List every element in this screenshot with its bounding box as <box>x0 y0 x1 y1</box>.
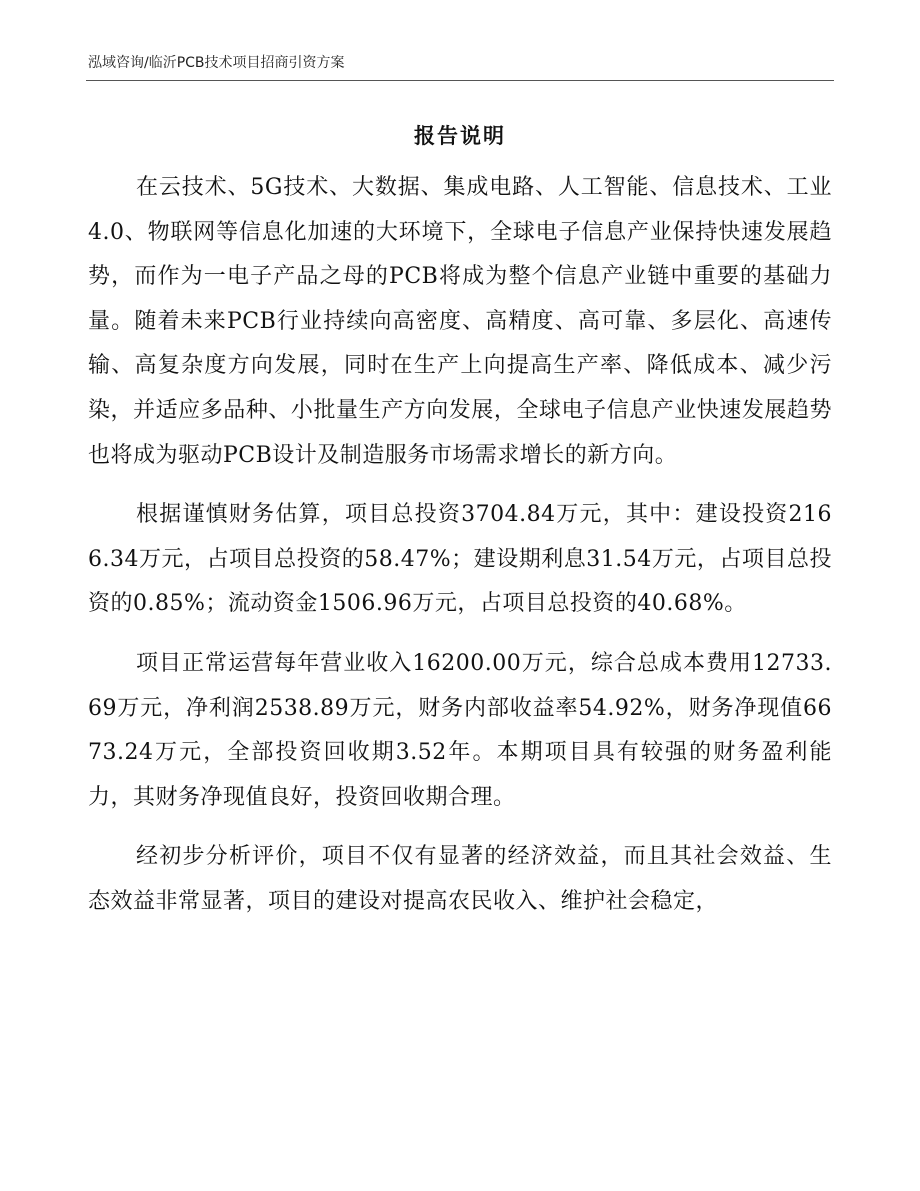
paragraph-investment-estimate: 根据谨慎财务估算，项目总投资3704.84万元，其中：建设投资2166.34万元，占项目总投资的58.47%；建设期利息31.54万元，占项目总投资的0.85%；流动资金1506.96万元，占项目总投资的40.68%。 <box>88 502 832 617</box>
paragraph-industry-background: 在云技术、5G技术、大数据、集成电路、人工智能、信息技术、工业4.0、物联网等信息化加速的大环境下，全球电子信息产业保持快速发展趋势，而作为一电子产品之母的PCB将成为整个信息产业链中重要的基础力量。随着未来PCB行业持续向高密度、高精度、高可靠、多层化、高速传输、高复杂度方向发展，同时在生产上向提高生产率、降低成本、减少污染，并适应多品种、小批量生产方向发展，全球电子信息产业快速发展趋势也将成为驱动PCB设计及制造服务市场需求增长的新方向。 <box>88 175 832 468</box>
paragraph-evaluation: 经初步分析评价，项目不仅有显著的经济效益，而且其社会效益、生态效益非常显著，项目的建设对提高农民收入、维护社会稳定， <box>88 844 832 914</box>
running-header: 泓域咨询/临沂PCB技术项目招商引资方案 <box>88 55 345 71</box>
page-title: 报告说明 <box>414 124 506 148</box>
paragraph-financial-returns: 项目正常运营每年营业收入16200.00万元，综合总成本费用12733.69万元，净利润2538.89万元，财务内部收益率54.92%，财务净现值6673.24万元，全部投资回收期3.52年。本期项目具有较强的财务盈利能力，其财务净现值良好，投资回收期合理。 <box>88 650 832 810</box>
header-divider <box>86 80 834 81</box>
report-body <box>88 166 832 940</box>
